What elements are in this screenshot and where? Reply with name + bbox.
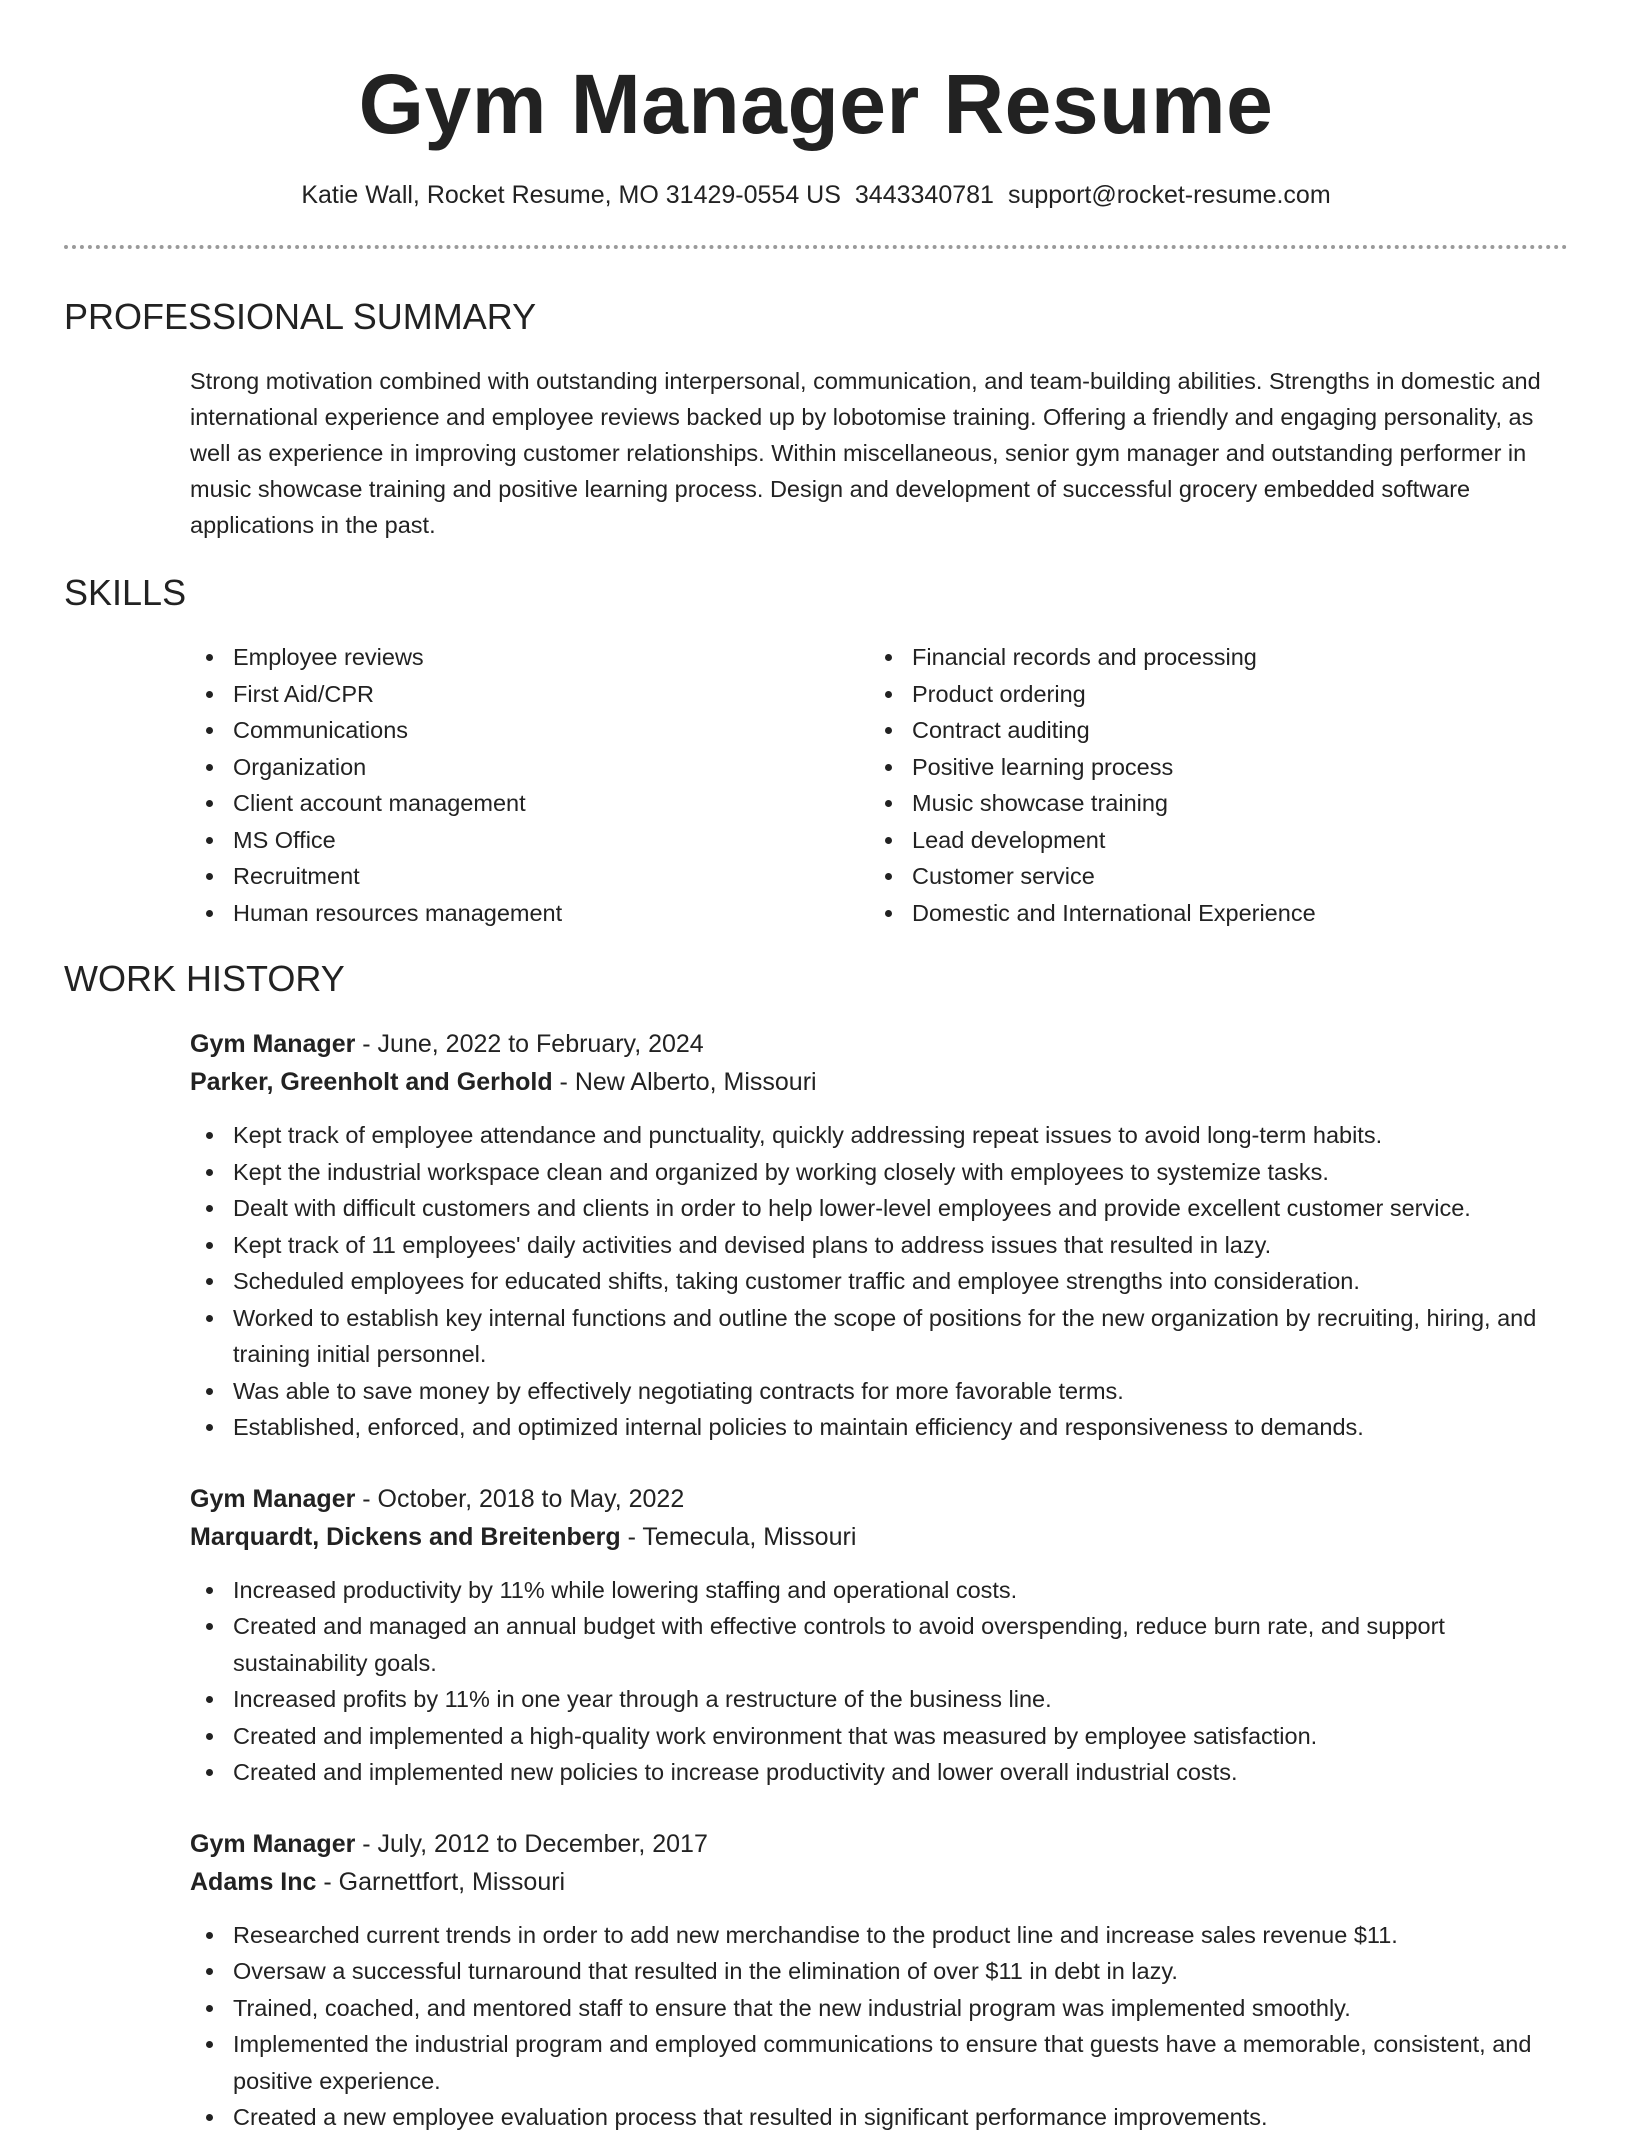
job-entry (190, 1825, 1568, 2136)
job-entry (190, 1480, 1568, 1791)
skill-item: Financial records and processing (869, 639, 1548, 676)
job-location: - New Alberto, Missouri (552, 1068, 817, 1096)
job-duty-item: Was able to save money by effectively negotiating contracts for more favorable terms. (190, 1373, 1568, 1410)
job-duty-item: Dealt with difficult customers and clients in order to help lower-level employees and provide excellent customer service. (190, 1190, 1568, 1227)
skill-item: Client account management (190, 785, 869, 822)
skill-item: Product ordering (869, 676, 1548, 713)
job-duty-item: Created and managed an annual budget with effective controls to avoid overspending, reduce burn rate, and support sustainability goals. (190, 1608, 1568, 1681)
job-company: Parker, Greenholt and Gerhold (190, 1068, 553, 1096)
summary-section (64, 295, 1568, 543)
job-duty-item: Kept track of 11 employees' daily activities and devised plans to address issues that resulted in lazy. (190, 1227, 1568, 1264)
job-duties-list (64, 1117, 1568, 1446)
job-duty-item: Established, enforced, and optimized internal policies to maintain efficiency and responsiveness to demands. (190, 1409, 1568, 1446)
job-duty-item: Implemented the industrial program and employed communications to ensure that guests have a memorable, consistent, and positive experience. (190, 2026, 1568, 2099)
job-company: Adams Inc (190, 1867, 317, 1896)
contact-email: support@rocket-resume.com (1007, 181, 1331, 209)
skill-item: First Aid/CPR (190, 676, 869, 713)
job-dates: - October, 2018 to May, 2022 (355, 1484, 685, 1513)
summary-text: Strong motivation combined with outstanding interpersonal, communication, and team-building abilities. Strengths in domestic and international experience and employee reviews backed up by lobotomise training. Offering a friendly and engaging personality, as well as experience in improving customer relationships. Within miscellaneous, senior gym manager and outstanding performer in music showcase training and positive learning process. Design and development of successful grocery embedded software applications in the past. (190, 368, 1541, 538)
job-duties-list (64, 1917, 1568, 2136)
skill-item: Communications (190, 712, 869, 749)
job-duty-item: Trained, coached, and mentored staff to ensure that the new industrial program was implemented smoothly. (190, 1990, 1568, 2027)
job-duty-item: Increased productivity by 11% while lowering staffing and operational costs. (190, 1572, 1568, 1609)
summary-heading: PROFESSIONAL SUMMARY (64, 296, 537, 337)
header-divider (64, 245, 1568, 249)
skill-item: Lead development (869, 822, 1548, 859)
job-title: Gym Manager (190, 1484, 356, 1513)
job-location: - Temecula, Missouri (620, 1522, 857, 1551)
job-duty-item: Created and implemented a high-quality work environment that was measured by employee satisfaction. (190, 1718, 1568, 1755)
skill-item: Music showcase training (869, 785, 1548, 822)
job-duties-list (64, 1572, 1568, 1791)
job-company-line (190, 1863, 1568, 1901)
job-duty-item: Researched current trends in order to add new merchandise to the product line and increase sales revenue $11. (190, 1917, 1568, 1954)
job-title-line (190, 1025, 1568, 1063)
job-duty-item: Scheduled employees for educated shifts, taking customer traffic and employee strengths into consideration. (190, 1263, 1568, 1300)
job-location: - Garnettfort, Missouri (316, 1867, 566, 1896)
skill-item: Customer service (869, 858, 1548, 895)
resume-title: Gym Manager Resume (358, 57, 1274, 151)
job-duty-item: Kept track of employee attendance and punctuality, quickly addressing repeat issues to avoid long-term habits. (190, 1117, 1568, 1154)
job-duty-item: Oversaw a successful turnaround that resulted in the elimination of over $11 in debt in lazy. (190, 1953, 1568, 1990)
contact-address: Katie Wall, Rocket Resume, MO 31429-0554 US (301, 181, 841, 209)
job-title: Gym Manager (190, 1030, 356, 1058)
contact-line (64, 178, 1568, 212)
job-company-line (190, 1518, 1568, 1556)
skills-grid (190, 639, 1568, 931)
skill-item: Organization (190, 749, 869, 786)
job-duty-item: Created a new employee evaluation process that resulted in significant performance improvements. (190, 2099, 1568, 2136)
work-history-section (64, 957, 1568, 2136)
skills-list-left (190, 639, 869, 931)
skill-item: Employee reviews (190, 639, 869, 676)
job-duty-item: Worked to establish key internal functions and outline the scope of positions for the new organization by recruiting, hiring, and training initial personnel. (190, 1300, 1568, 1373)
skill-item: Human resources management (190, 895, 869, 932)
job-title-line (190, 1825, 1568, 1863)
job-duty-item: Created and implemented new policies to increase productivity and lower overall industrial costs. (190, 1754, 1568, 1791)
job-duty-item: Kept the industrial workspace clean and organized by working closely with employees to systemize tasks. (190, 1154, 1568, 1191)
skill-item: Domestic and International Experience (869, 895, 1548, 932)
skills-list-right (869, 639, 1548, 931)
job-company-line (190, 1063, 1568, 1101)
job-title: Gym Manager (190, 1829, 356, 1858)
contact-phone: 3443340781 (854, 181, 994, 209)
skill-item: Recruitment (190, 858, 869, 895)
work-history-heading: WORK HISTORY (64, 958, 345, 999)
job-duty-item: Increased profits by 11% in one year through a restructure of the business line. (190, 1681, 1568, 1718)
skills-heading: SKILLS (64, 572, 187, 613)
job-dates: - June, 2022 to February, 2024 (355, 1030, 704, 1058)
skill-item: MS Office (190, 822, 869, 859)
skill-item: Positive learning process (869, 749, 1548, 786)
job-entry (190, 1025, 1568, 1446)
job-dates: - July, 2012 to December, 2017 (355, 1829, 708, 1858)
job-company: Marquardt, Dickens and Breitenberg (190, 1522, 621, 1551)
skill-item: Contract auditing (869, 712, 1548, 749)
job-title-line (190, 1480, 1568, 1518)
skills-section (64, 571, 1568, 931)
